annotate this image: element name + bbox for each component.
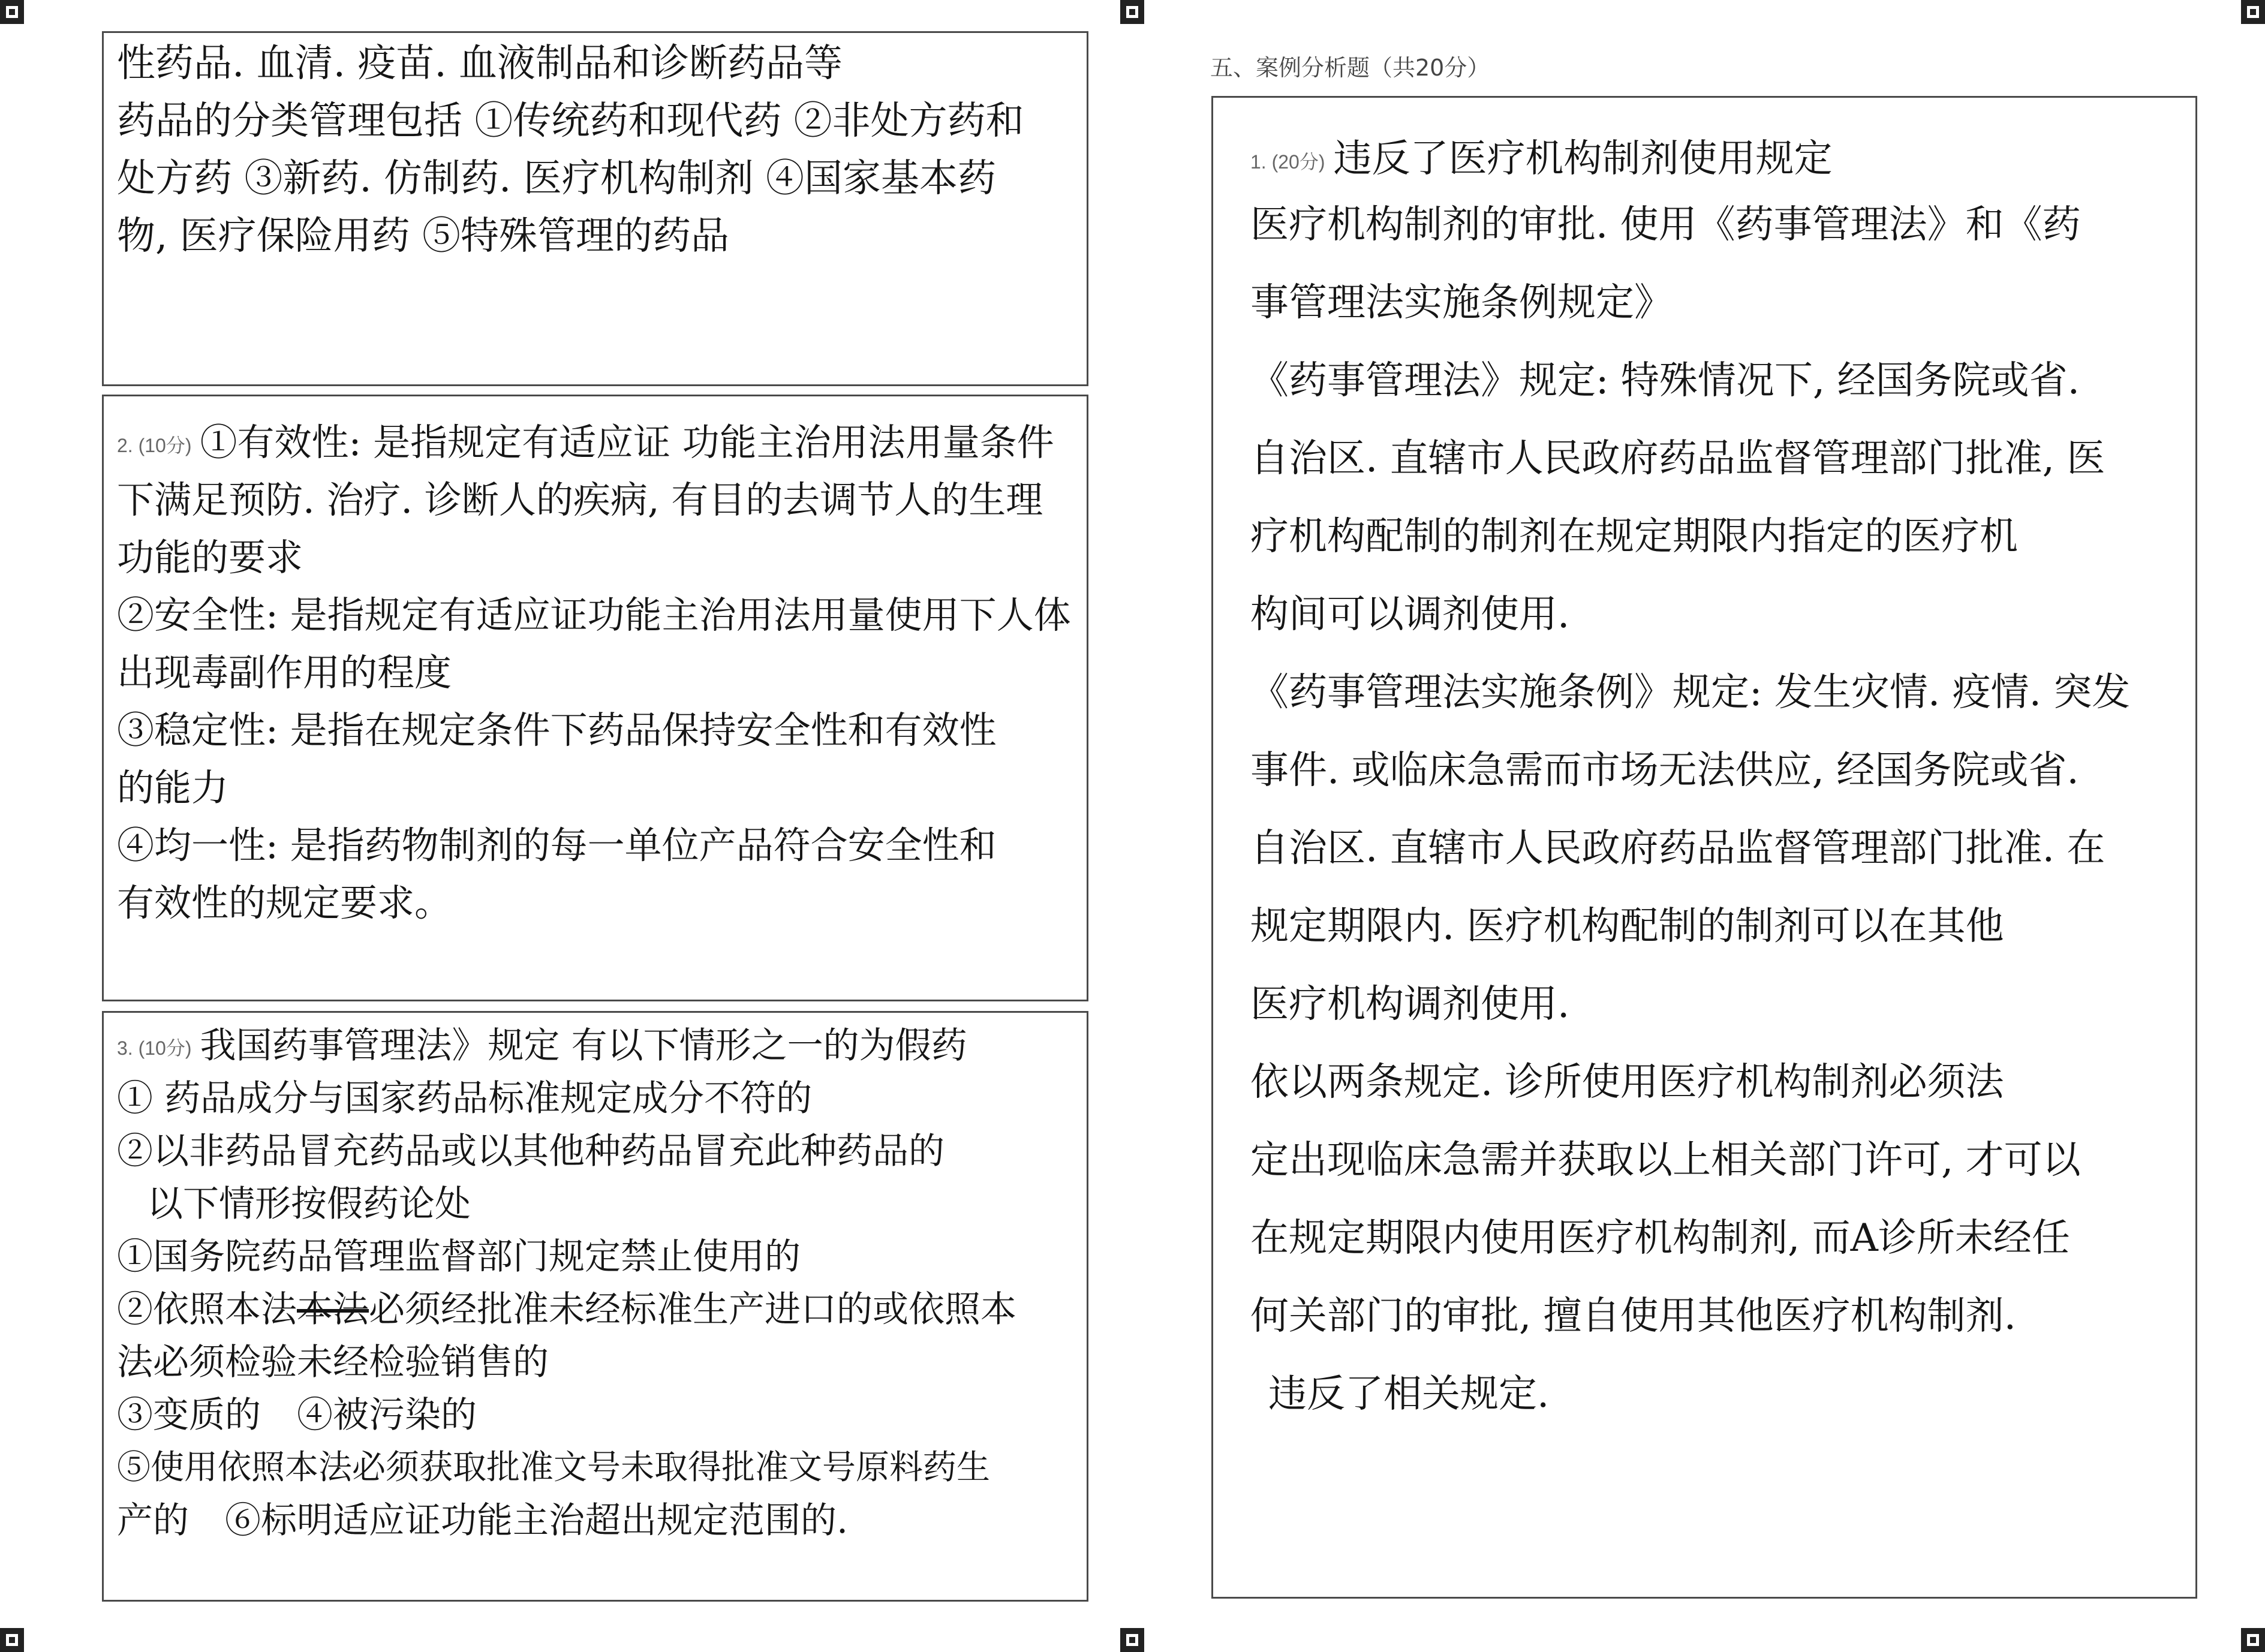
text-line: 构间可以调剂使用. — [1250, 592, 1570, 637]
text-line: 医疗机构调剂使用. — [1250, 982, 1570, 1027]
text-line: 的能力 — [117, 766, 229, 810]
corner-marker-top-center — [1120, 0, 1144, 24]
text-line: 依以两条规定. 诊所使用医疗机构制剂必须法 — [1250, 1060, 2004, 1105]
text-line: ①国务院药品管理监督部门规定禁止使用的 — [117, 1236, 801, 1278]
text-line: 物, 医疗保险用药 ⑤特殊管理的药品 — [117, 214, 730, 258]
text-line: 药品的分类管理包括 ①传统药和现代药 ②非处方药和 — [117, 99, 1024, 143]
text-line: ②以非药品冒充药品或以其他种药品冒充此种药品的 — [117, 1130, 944, 1172]
text-line: ③变质的 ④被污染的 — [117, 1394, 477, 1436]
text-line: ④均一性: 是指药物制剂的每一单位产品符合安全性和 — [117, 823, 997, 867]
text-line: 违反了医疗机构制剂使用规定 — [1333, 137, 1833, 181]
question-label: 1. (20分) — [1250, 151, 1325, 173]
question-2-answer — [117, 414, 1071, 932]
text-line: 《药事管理法》规定: 特殊情况下, 经国务院或省. — [1250, 359, 2080, 403]
text-line: ① 药品成分与国家药品标准规定成分不符的 — [117, 1078, 813, 1120]
text-line: ③稳定性: 是指在规定条件下药品保持安全性和有效性 — [117, 708, 997, 752]
text-line: 功能的要求 — [117, 535, 303, 579]
text-line: ②安全性: 是指规定有适应证功能主治用法用量使用下人体 — [117, 593, 1071, 637]
text-line: 下满足预防. 治疗. 诊断人的疾病, 有目的去调节人的生理 — [117, 478, 1043, 522]
text-line: 医疗机构制剂的审批. 使用《药事管理法》和《药 — [1250, 203, 2081, 247]
text-line: 出现毒副作用的程度 — [117, 651, 452, 694]
question-label: 3. (10分) — [117, 1037, 192, 1060]
continuation-text — [117, 35, 1024, 265]
text-line: 在规定期限内使用医疗机构制剂, 而A诊所未经任 — [1250, 1216, 2070, 1260]
text-line: 处方药 ③新药. 仿制药. 医疗机构制剂 ④国家基本药 — [117, 157, 997, 201]
text-line: ⑤使用依照本法必须获取批准文号未取得批准文号原料药生 — [117, 1448, 990, 1487]
text-line: ①有效性: 是指规定有适应证 功能主治用法用量条件 — [200, 420, 1054, 464]
text-line: 法必须检验未经检验销售的 — [117, 1341, 549, 1383]
text-line: 事管理法实施条例规定》 — [1250, 281, 1673, 325]
text-line: 定出现临床急需并获取以上相关部门许可, 才可以 — [1250, 1138, 2081, 1182]
text-line: 事件. 或临床急需而市场无法供应, 经国务院或省. — [1250, 748, 2079, 793]
text-line: 疗机构配制的制剂在规定期限内指定的医疗机 — [1250, 514, 2018, 559]
corner-marker-bottom-right — [2241, 1628, 2265, 1652]
case-question-1-answer — [1250, 120, 2130, 1433]
text-line: 我国药事管理法》规定 有以下情形之一的为假药 — [200, 1025, 967, 1067]
corner-marker-top-left — [0, 0, 24, 24]
corner-marker-bottom-center — [1120, 1628, 1144, 1652]
text-line: 自治区. 直辖市人民政府药品监督管理部门批准, 医 — [1250, 437, 2105, 481]
text-line: 性药品. 血清. 疫苗. 血液制品和诊断药品等 — [117, 41, 843, 86]
text-line: ②依照本法 — [117, 1289, 297, 1331]
question-3-answer — [117, 1019, 1016, 1547]
text-line: 以下情形按假药论处 — [147, 1183, 471, 1225]
corner-marker-top-right — [2241, 0, 2265, 24]
crossed-out-text: 本法 — [297, 1289, 369, 1331]
text-line: 规定期限内. 医疗机构配制的制剂可以在其他 — [1250, 904, 2004, 949]
text-line: 何关部门的审批, 擅自使用其他医疗机构制剂. — [1250, 1294, 2017, 1338]
question-label: 2. (10分) — [117, 434, 192, 456]
corner-marker-bottom-left — [0, 1628, 24, 1652]
text-line: 《药事管理法实施条例》规定: 发生灾情. 疫情. 突发 — [1250, 670, 2131, 715]
text-line: 必须经批准未经标准生产进口的或依照本 — [369, 1289, 1016, 1331]
section-header: 五、案例分析题（共20分） — [1210, 55, 1490, 81]
text-line: 违反了相关规定. — [1268, 1372, 1550, 1416]
text-line: 产的 ⑥标明适应证功能主治超出规定范围的. — [117, 1500, 849, 1542]
text-line: 有效性的规定要求。 — [117, 881, 452, 925]
text-line: 自治区. 直辖市人民政府药品监督管理部门批准. 在 — [1250, 826, 2105, 871]
